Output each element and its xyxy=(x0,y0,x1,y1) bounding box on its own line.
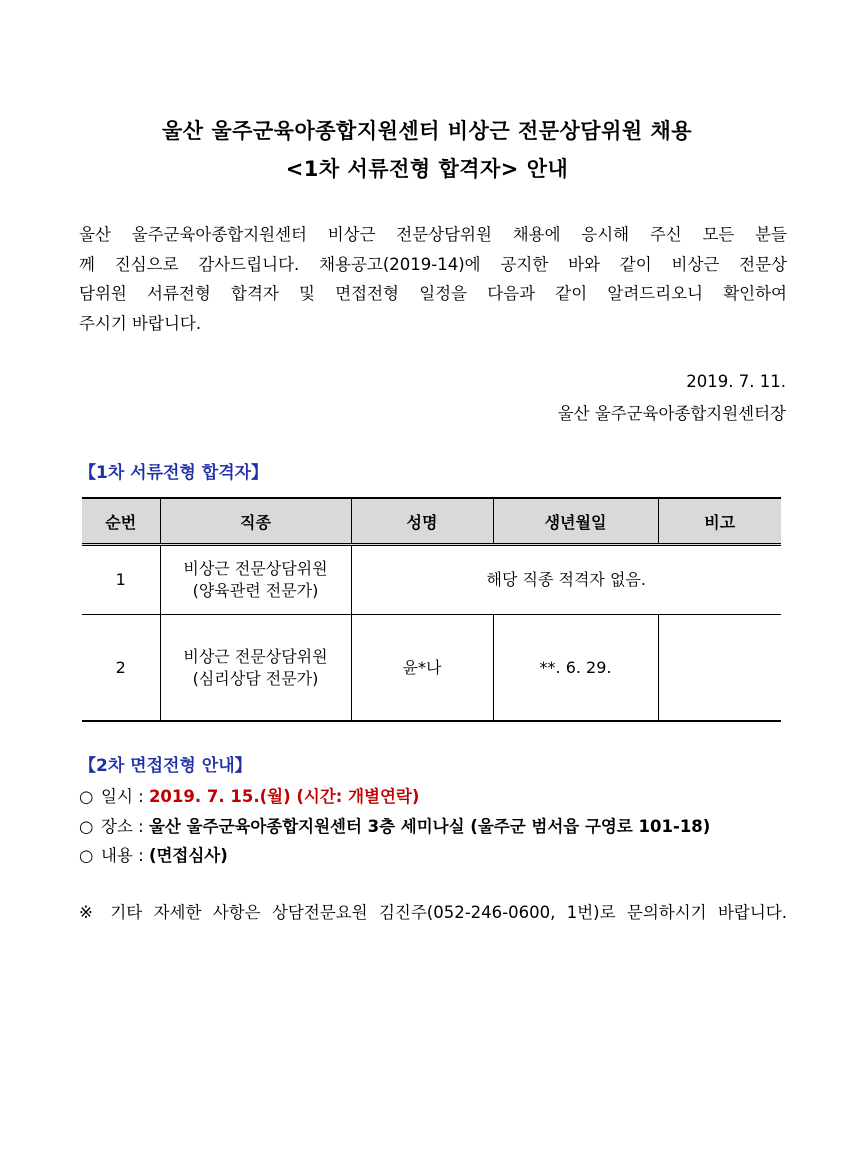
results-table xyxy=(82,497,781,722)
cell-name: 윤*나 xyxy=(351,615,493,722)
cell-no-candidate: 해당 직종 적격자 없음. xyxy=(351,545,781,615)
notice-date: 2019. 7. 11. xyxy=(686,372,786,391)
item-value: 울산 울주군육아종합지원센터 3층 세미나실 (울주군 범서읍 구영로 101-18) xyxy=(148,817,711,836)
bullet-circle: ○ xyxy=(79,817,94,836)
col-header-remark: 비고 xyxy=(658,498,781,545)
col-header-birth: 생년월일 xyxy=(493,498,658,545)
item-value: 2019. 7. 15.(월) (시간: 개별연락) xyxy=(148,787,420,806)
cell-job xyxy=(160,615,351,722)
cell-birth: **. 6. 29. xyxy=(493,615,658,722)
cell-job-line: (심리상담 전문가) xyxy=(192,668,319,688)
cell-no: 2 xyxy=(82,615,160,722)
table-header-row xyxy=(82,498,781,545)
interview-datetime xyxy=(79,783,419,807)
cell-job-line: 비상근 전문상담위원 xyxy=(183,646,328,666)
section-heading-interview: 【2차 면접전형 안내】 xyxy=(79,756,252,776)
intro-line: 울산 울주군육아종합지원센터 비상근 전문상담위원 채용에 응시해 주신 모든 분들 xyxy=(79,225,787,244)
col-header-name: 성명 xyxy=(351,498,493,545)
contact-note: ※ 기타 자세한 사항은 상담전문요원 김진주(052-246-0600, 1번)로 문의하시기 바랍니다. xyxy=(79,903,787,922)
item-label: 내용 : xyxy=(101,846,149,865)
item-label: 일시 : xyxy=(101,787,149,806)
page-subtitle: <1차 서류전형 합격자> 안내 xyxy=(285,157,569,181)
bullet-circle: ○ xyxy=(79,787,94,806)
intro-paragraph xyxy=(79,220,787,338)
interview-content xyxy=(79,842,228,866)
intro-line: 께 진심으로 감사드립니다. 채용공고(2019-14)에 공지한 바와 같이 비상근 전문상 xyxy=(79,254,787,274)
item-value: (면접심사) xyxy=(148,846,228,865)
col-header-job: 직종 xyxy=(160,498,351,545)
intro-line: 주시기 바랍니다. xyxy=(79,313,202,333)
cell-no: 1 xyxy=(82,545,160,615)
cell-job-line: (양육관련 전문가) xyxy=(192,581,319,600)
cell-job-line: 비상근 전문상담위원 xyxy=(183,559,328,578)
cell-job xyxy=(160,545,351,615)
section-heading-results: 【1차 서류전형 합격자】 xyxy=(79,463,269,483)
item-label: 장소 : xyxy=(101,817,149,836)
cell-remark xyxy=(658,615,781,722)
table-row xyxy=(82,545,781,615)
page-title: 울산 울주군육아종합지원센터 비상근 전문상담위원 채용 xyxy=(161,119,693,143)
interview-location xyxy=(79,813,710,837)
issuer-name: 울산 울주군육아종합지원센터장 xyxy=(557,404,786,423)
table-row xyxy=(82,615,781,722)
intro-line: 담위원 서류전형 합격자 및 면접전형 일정을 다음과 같이 알려드리오니 확인하여 xyxy=(79,284,787,303)
col-header-no: 순번 xyxy=(82,498,160,545)
bullet-circle: ○ xyxy=(79,846,94,865)
